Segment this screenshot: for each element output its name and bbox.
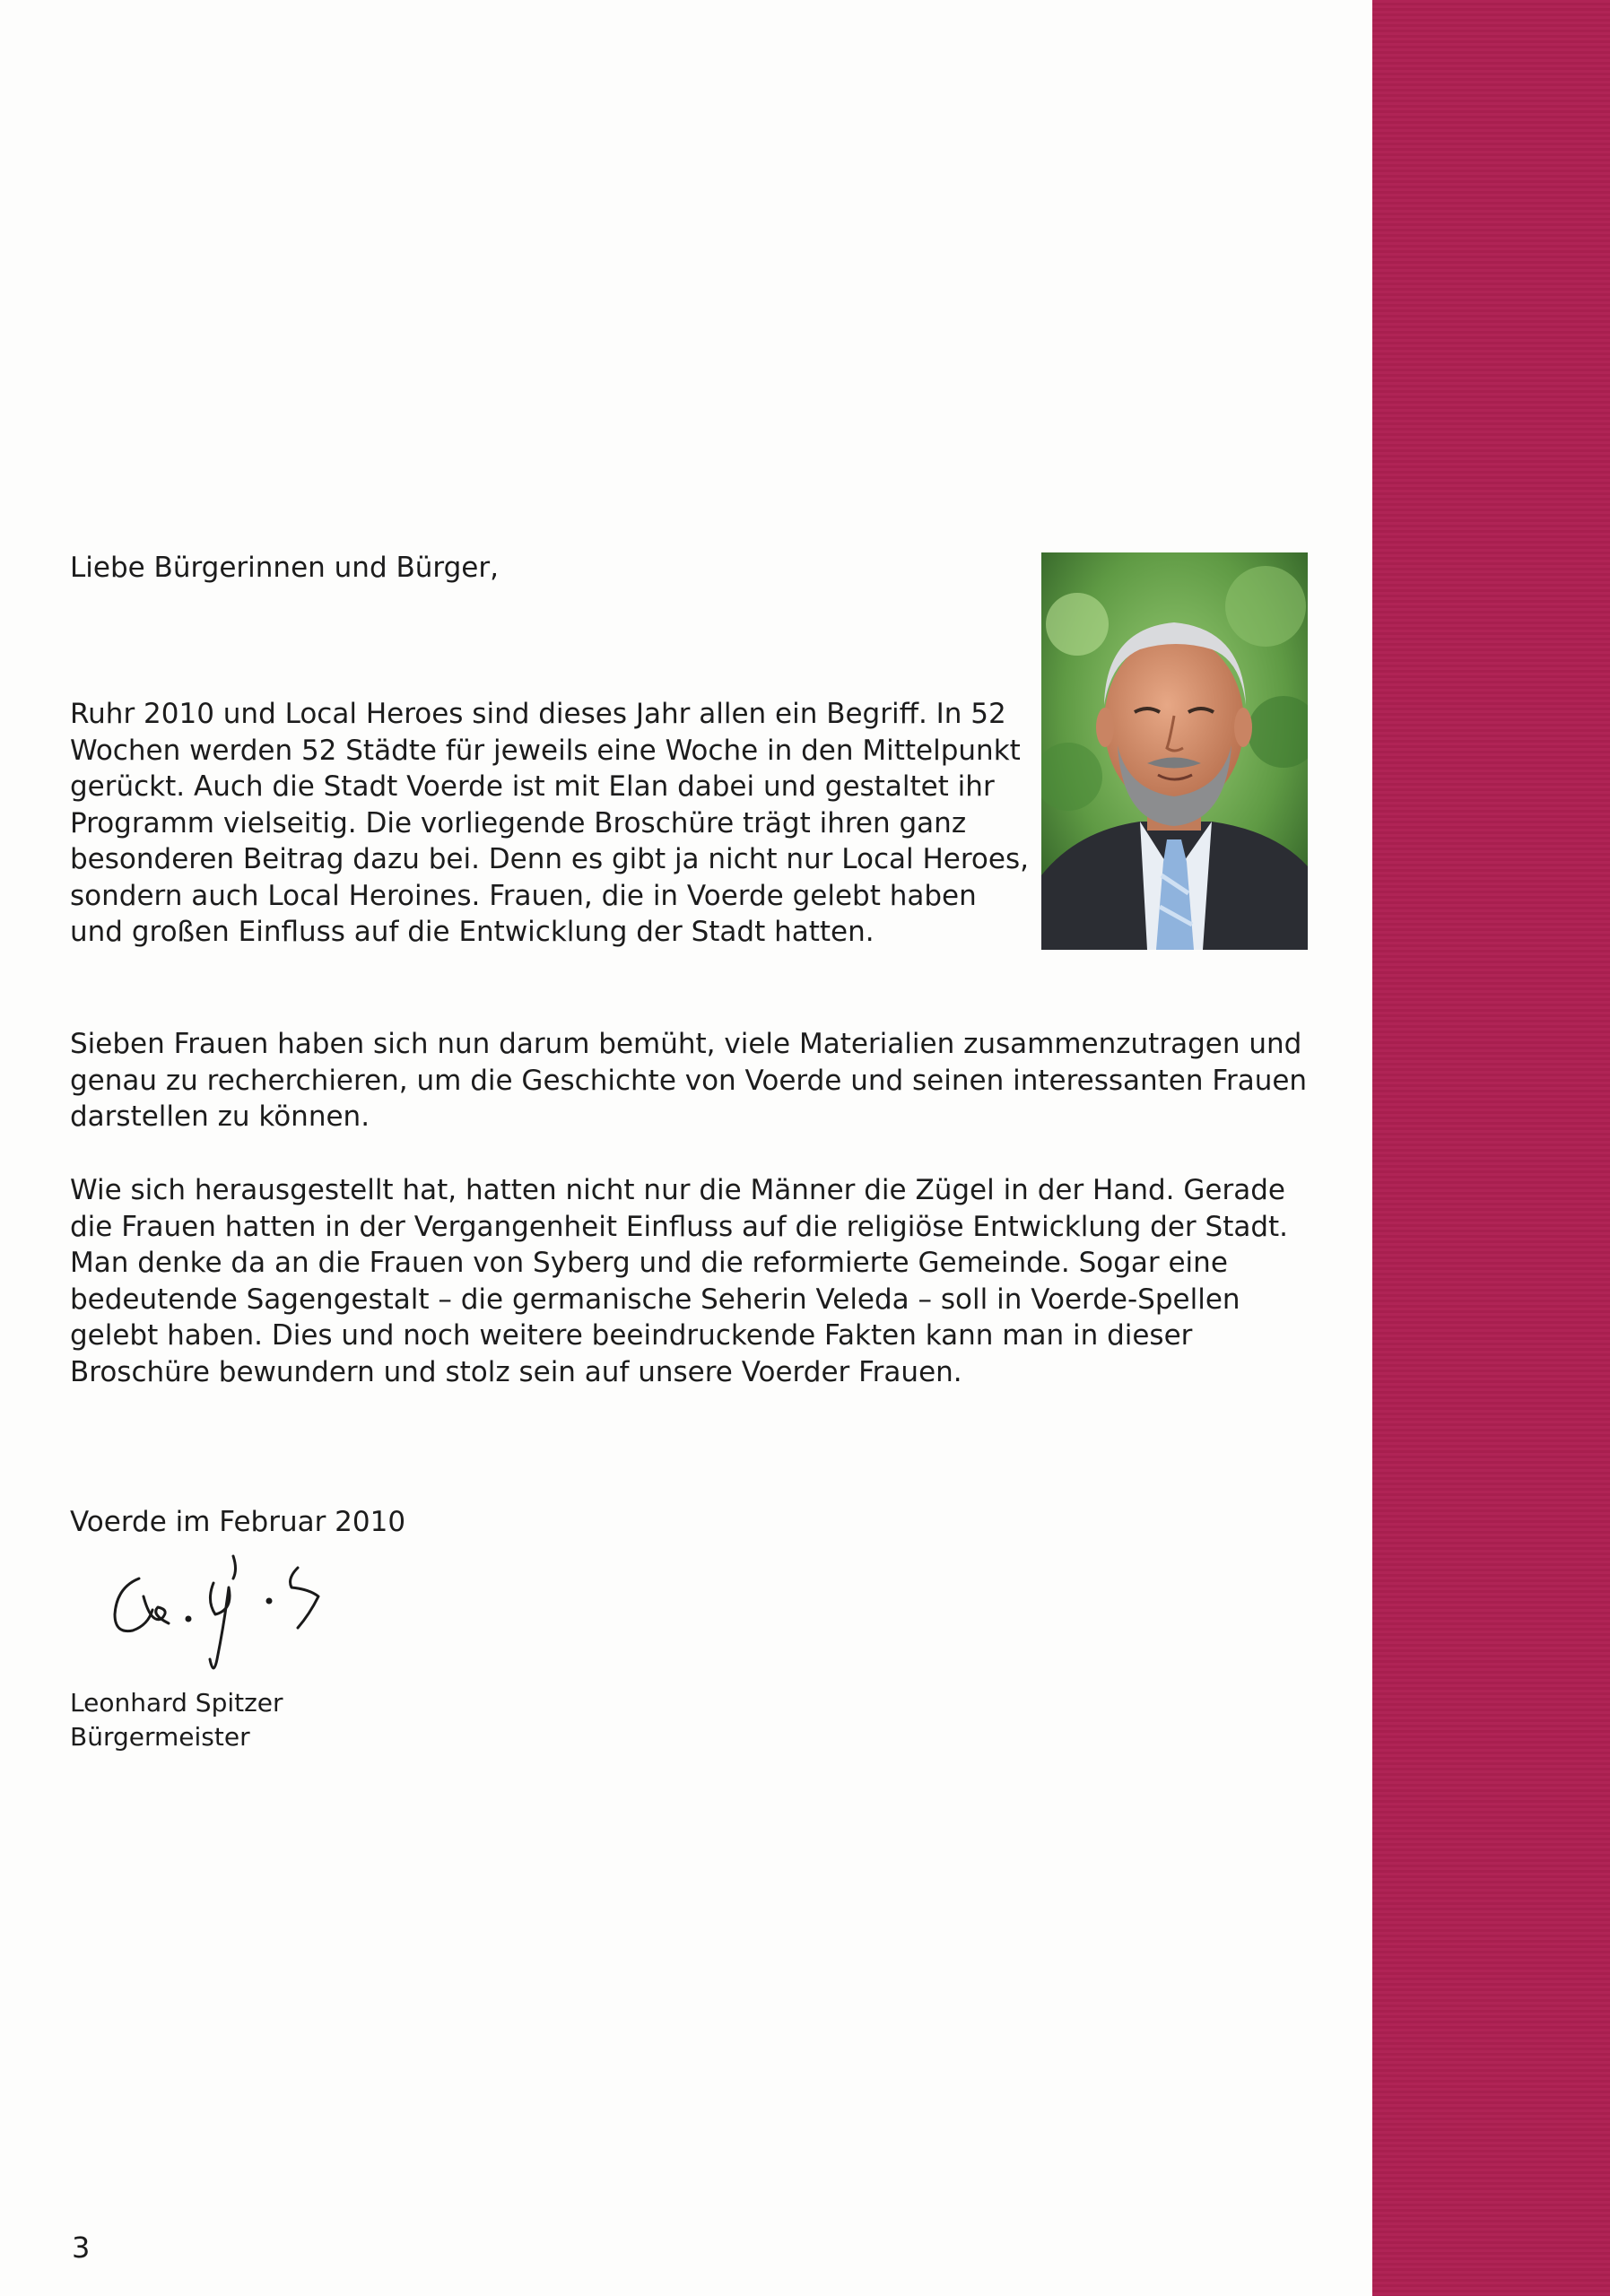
letter-paragraph-3: Wie sich herausgestellt hat, hatten nicht nur die Männer die Zügel in der Hand. Gerade die Frauen hatten in der Vergangenheit Einfluss auf die religiöse Entwicklung der Stadt. Man denke da an die Frauen von Syberg und die reformierte Gemeinde. Sogar eine bedeutende Sagengestalt – die germanische Seherin Veleda – soll in Voerde-Spellen gelebt haben. Dies und noch weitere beeindruckende Fakten kann man in dieser Broschüre bewundern und stolz sein auf unsere Voerder Frauen. (70, 1174, 1289, 1388)
letter-paragraph-1: Ruhr 2010 und Local Heroes sind dieses Jahr allen ein Begriff. In 52 Wochen werden 52 Städte für jeweils eine Woche in den Mittelpunkt gerückt. Auch die Stadt Voerde ist mit Elan dabei und gestaltet ihr Programm vielseitig. Die vorliegende Broschüre trägt ihren ganz besonderen Beitrag dazu bei. Denn es gibt ja nicht nur Local Heroes, sondern auch Local Heroines. Frauen, die in Voerde gelebt haben und großen Einfluss auf die Entwicklung der Stadt hatten. (70, 698, 1029, 948)
page-number: 3 (72, 2231, 91, 2265)
handwritten-signature (99, 1525, 386, 1677)
portrait-photo (1041, 552, 1308, 950)
signer-name: Leonhard Spitzer (70, 1688, 283, 1718)
signer-title: Bürgermeister (70, 1722, 250, 1752)
letter-greeting: Liebe Bürgerinnen und Bürger, (70, 552, 499, 584)
letter-paragraph-2: Sieben Frauen haben sich nun darum bemüht, viele Materialien zusammenzutragen und genau zu recherchieren, um die Geschichte von Voerde und seinen interessanten Frauen darstellen zu können. (70, 1028, 1308, 1133)
letter-dateline: Voerde im Februar 2010 (70, 1506, 406, 1538)
decorative-side-band (1372, 0, 1610, 2296)
